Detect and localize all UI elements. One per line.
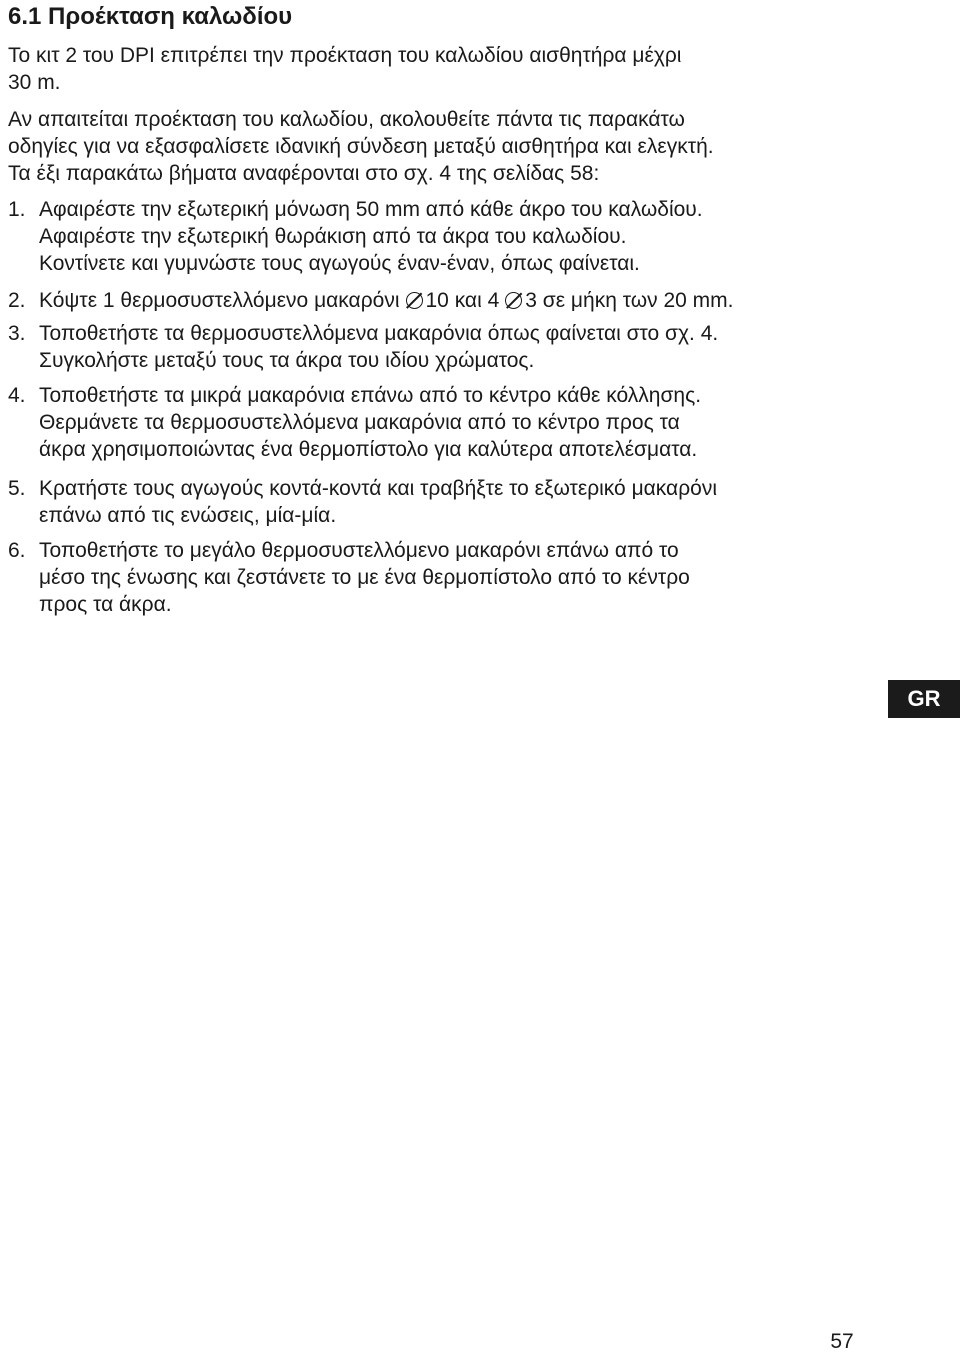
intro-line: Το κιτ 2 του DPI επιτρέπει την προέκταση του καλωδίου αισθητήρα μέχρι <box>8 44 682 67</box>
step-6 <box>8 537 690 618</box>
intro-line: 30 m. <box>8 71 61 94</box>
step-line: Τοποθετήστε το μεγάλο θερμοσυστελλόμενο μακαρόνι επάνω από το <box>39 539 679 562</box>
step-line: Θερμάνετε τα θερμοσυστελλόμενα μακαρόνια από το κέντρο προς τα <box>39 411 680 434</box>
step-number: 5. <box>8 477 26 500</box>
step-line <box>39 287 733 314</box>
step-number: 6. <box>8 539 26 562</box>
language-tab-gr: GR <box>888 680 960 718</box>
step-number: 4. <box>8 384 26 407</box>
step-number: 1. <box>8 198 26 221</box>
step-5 <box>8 475 717 529</box>
step-line: Τοποθετήστε τα θερμοσυστελλόμενα μακαρόνια όπως φαίνεται στο σχ. 4. <box>39 322 719 345</box>
step-line: άκρα χρησιμοποιώντας ένα θερμοπίστολο για καλύτερα αποτελέσματα. <box>39 438 698 461</box>
intro-paragraph-2 <box>8 106 714 187</box>
intro-paragraph-1 <box>8 42 681 96</box>
page-number: 57 <box>830 1330 854 1353</box>
intro-line: οδηγίες για να εξασφαλίσετε ιδανική σύνδεση μεταξύ αισθητήρα και ελεγκτή. <box>8 135 714 158</box>
intro-line: Αν απαιτείται προέκταση του καλωδίου, ακολουθείτε πάντα τις παρακάτω <box>8 108 685 131</box>
step-line: Αφαιρέστε την εξωτερική μόνωση 50 mm από κάθε άκρο του καλωδίου. <box>39 198 703 221</box>
step-line: Κρατήστε τους αγωγούς κοντά-κοντά και τραβήξτε το εξωτερικό μακαρόνι <box>39 477 717 500</box>
step-line: προς τα άκρα. <box>39 593 172 616</box>
step-2 <box>8 287 733 314</box>
step-line: επάνω από τις ενώσεις, μία-μία. <box>39 504 337 527</box>
step-line: Συγκολήστε μεταξύ τους τα άκρα του ιδίου χρώματος. <box>39 349 535 372</box>
diameter-icon <box>406 292 423 309</box>
step-text: Κόψτε 1 θερμοσυστελλόμενο μακαρόνι <box>39 289 400 312</box>
step-line: Κοντίνετε και γυμνώστε τους αγωγούς έναν-έναν, όπως φαίνεται. <box>39 252 640 275</box>
diameter-icon <box>505 292 522 309</box>
step-line: Αφαιρέστε την εξωτερική θωράκιση από τα άκρα του καλωδίου. <box>39 225 627 248</box>
step-4 <box>8 382 701 463</box>
step-text: 3 σε μήκη των 20 mm. <box>525 289 734 312</box>
step-number: 3. <box>8 322 26 345</box>
step-text: 10 και 4 <box>425 289 500 312</box>
intro-line: Τα έξι παρακάτω βήματα αναφέρονται στο σχ. 4 της σελίδας 58: <box>8 162 600 185</box>
step-line: μέσο της ένωσης και ζεστάνετε το με ένα θερμοπίστολο από το κέντρο <box>39 566 690 589</box>
step-line: Τοποθετήστε τα μικρά μακαρόνια επάνω από το κέντρο κάθε κόλλησης. <box>39 384 702 407</box>
section-heading: 6.1 Προέκταση καλωδίου <box>8 3 293 30</box>
step-3 <box>8 320 718 374</box>
step-1 <box>8 196 703 277</box>
step-number: 2. <box>8 289 26 312</box>
